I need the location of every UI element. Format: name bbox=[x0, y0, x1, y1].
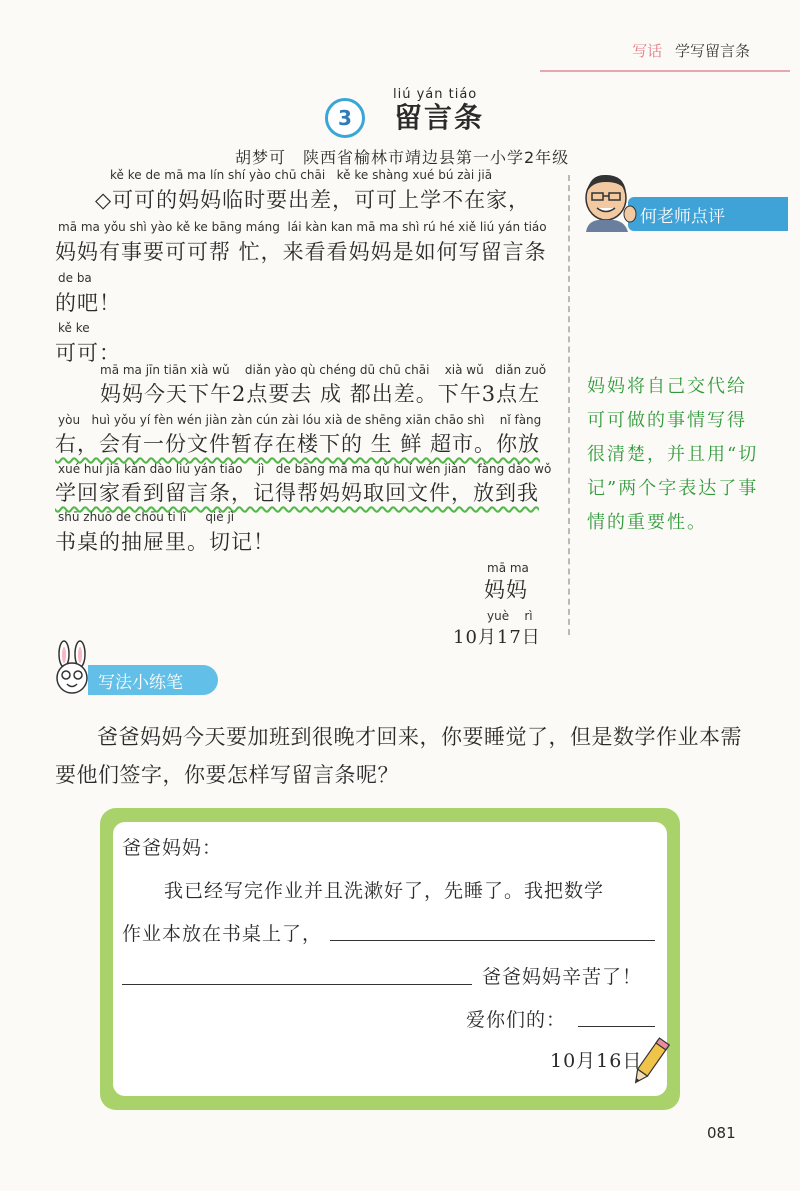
pinyin-line: mā ma bbox=[487, 561, 529, 575]
lesson-number-badge: 3 bbox=[325, 98, 365, 138]
text-line: 妈妈有事要可可帮 忙，来看看妈妈是如何写留言条 bbox=[55, 240, 547, 264]
note-line: 作业本放在书桌上了， bbox=[122, 923, 323, 945]
page-number: 081 bbox=[707, 1124, 736, 1142]
note-line: 爸爸妈妈辛苦了！ bbox=[482, 966, 643, 988]
pinyin-line: kě ke bbox=[58, 321, 90, 335]
section-label: 写话 bbox=[632, 42, 663, 60]
pencil-icon bbox=[630, 1035, 670, 1090]
letter-body-line: 书桌的抽屉里。切记！ bbox=[55, 530, 275, 554]
letter-body-line: 学回家看到留言条，记得帮妈妈取回文件，放到我 bbox=[55, 481, 539, 505]
fill-in-blank[interactable] bbox=[122, 962, 472, 985]
page-title: 留言条 bbox=[394, 101, 485, 134]
fill-in-blank[interactable] bbox=[578, 1004, 655, 1027]
pinyin-line: shū zhuō de chōu ti lǐ qiè jì bbox=[58, 510, 235, 524]
pinyin-line: xué huí jiā kàn dào liú yán tiáo jì de bāng mā ma qǔ huí wén jiàn fàng dào wǒ bbox=[58, 462, 552, 476]
header-rule bbox=[540, 70, 790, 72]
running-head bbox=[632, 40, 750, 61]
note-closing: 爱你们的： bbox=[466, 1009, 567, 1031]
pinyin-line: yuè rì bbox=[487, 609, 533, 623]
letter-salutation: 可可： bbox=[55, 341, 121, 365]
note-salutation: 爸爸妈妈： bbox=[122, 837, 223, 859]
teacher-avatar-icon bbox=[578, 170, 638, 232]
teacher-comment: 妈妈将自己交代给可可做的事情写得很清楚，并且用“切记”两个字表达了事情的重要性。 bbox=[587, 376, 759, 533]
text-line: 的吧！ bbox=[55, 291, 121, 315]
teacher-comment-tag: 何老师点评 bbox=[628, 197, 788, 231]
topic-label: 学写留言条 bbox=[674, 42, 750, 60]
title-pinyin: liú yán tiáo bbox=[393, 87, 478, 102]
pinyin-line: kě ke de mā ma lín shí yào chū chāi kě ke shàng xué bú zài jiā bbox=[110, 168, 493, 182]
pinyin-line: de ba bbox=[58, 271, 92, 285]
author-byline: 胡梦可 陕西省榆林市靖边县第一小学2年级 bbox=[235, 148, 570, 167]
note-date: 10月16日 bbox=[550, 1050, 643, 1072]
pinyin-line: yòu huì yǒu yí fèn wén jiàn zàn cún zài lóu xià de shēng xiān chāo shì nǐ fàng bbox=[58, 413, 542, 427]
letter-body-line: 妈妈今天下午2点要去 成 都出差。下午3点左 bbox=[100, 382, 541, 406]
letter-body-line: 右，会有一份文件暂存在楼下的 生 鲜 超市。你放 bbox=[55, 432, 541, 456]
practice-section-tag: 写法小练笔 bbox=[88, 665, 218, 695]
practice-question: 爸爸妈妈今天要加班到很晚才回来，你要睡觉了，但是数学作业本需要他们签字，你要怎样写留言条呢？ bbox=[55, 725, 742, 787]
note-line: 我已经写完作业并且洗漱好了，先睡了。我把数学 bbox=[164, 880, 605, 902]
letter-signature: 妈妈 bbox=[484, 578, 528, 602]
pinyin-line: mā ma yǒu shì yào kě ke bāng máng lái kàn kan mā ma shì rú hé xiě liú yán tiáo bbox=[58, 220, 547, 234]
letter-date: 10月17日 bbox=[453, 627, 541, 648]
column-divider bbox=[568, 175, 570, 635]
fill-in-blank[interactable] bbox=[330, 918, 655, 941]
text-line: ◇可可的妈妈临时要出差，可可上学不在家， bbox=[95, 188, 531, 212]
pinyin-line: mā ma jīn tiān xià wǔ diǎn yào qù chéng dū chū chāi xià wǔ diǎn zuǒ bbox=[100, 363, 547, 377]
